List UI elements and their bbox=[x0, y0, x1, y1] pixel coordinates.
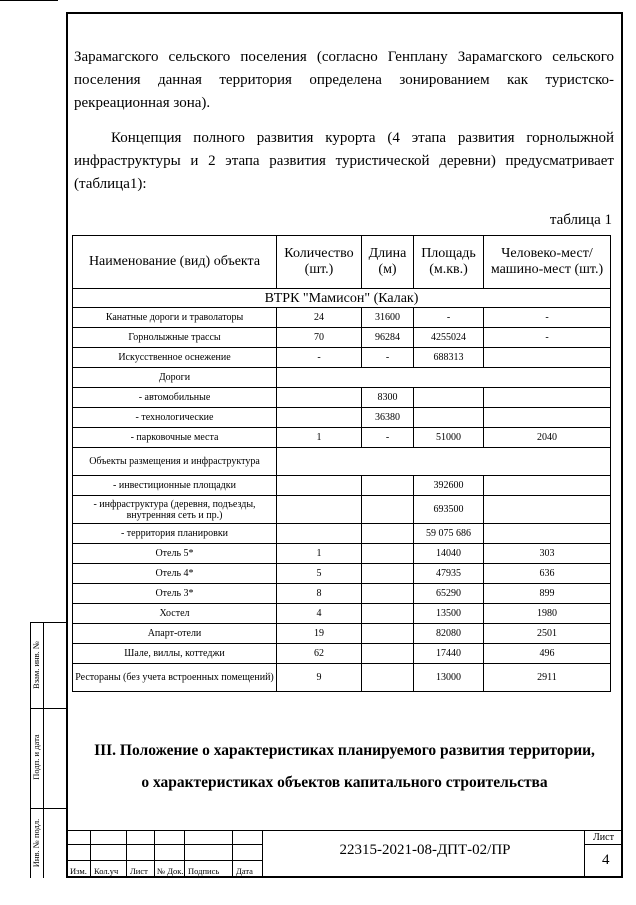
table-row bbox=[73, 328, 611, 348]
header-name: Наименование (вид) объекта bbox=[73, 236, 277, 289]
cell-places bbox=[484, 388, 611, 408]
cell-length bbox=[362, 644, 414, 664]
cell-area: 82080 bbox=[414, 624, 484, 644]
cell-count: 4 bbox=[277, 604, 362, 624]
objects-table bbox=[72, 235, 611, 692]
paragraph-1: Зарамагского сельского поселения (согласно Генплану Зарамагского сельского поселения данная территория определена зонированием как туристско-рекреационная зона). bbox=[74, 49, 614, 111]
header-count: Количество (шт.) bbox=[277, 236, 362, 289]
table-row bbox=[73, 348, 611, 368]
cell-area: 17440 bbox=[414, 644, 484, 664]
table-row bbox=[73, 624, 611, 644]
cell-area: 65290 bbox=[414, 584, 484, 604]
cell-length: - bbox=[362, 428, 414, 448]
cell-name: - территория планировки bbox=[73, 524, 277, 544]
cell-area: 693500 bbox=[414, 496, 484, 524]
cell-count: 70 bbox=[277, 328, 362, 348]
cell-name: Отель 5* bbox=[73, 544, 277, 564]
cell-area: 59 075 686 bbox=[414, 524, 484, 544]
cell-name: - парковочные места bbox=[73, 428, 277, 448]
tb-label-data: Дата bbox=[236, 866, 253, 876]
cell-name: Апарт-отели bbox=[73, 624, 277, 644]
cell-places bbox=[484, 496, 611, 524]
tb-col-line bbox=[262, 830, 263, 878]
cell-name: Дороги bbox=[73, 368, 277, 388]
cell-area: 13500 bbox=[414, 604, 484, 624]
strip-label-vzam: Взам. инв. № bbox=[31, 641, 41, 689]
cell-name: Отель 3* bbox=[73, 584, 277, 604]
tb-top-line bbox=[66, 830, 623, 831]
table-row bbox=[73, 564, 611, 584]
cell-merged bbox=[277, 368, 611, 388]
cell-length: 96284 bbox=[362, 328, 414, 348]
cell-places: 2911 bbox=[484, 664, 611, 692]
tb-col-line bbox=[232, 830, 233, 878]
table-row bbox=[73, 604, 611, 624]
cell-length: 8300 bbox=[362, 388, 414, 408]
strip-line-mid bbox=[43, 622, 44, 878]
cell-length bbox=[362, 604, 414, 624]
tb-col-line bbox=[184, 830, 185, 878]
header-length: Длина (м) bbox=[362, 236, 414, 289]
table-row bbox=[73, 496, 611, 524]
cell-name: Хостел bbox=[73, 604, 277, 624]
table-row bbox=[73, 368, 611, 388]
cell-name: Горнолыжные трассы bbox=[73, 328, 277, 348]
cell-count: - bbox=[277, 348, 362, 368]
cell-count: 24 bbox=[277, 308, 362, 328]
cell-places: 2501 bbox=[484, 624, 611, 644]
cell-length bbox=[362, 544, 414, 564]
cell-places bbox=[484, 348, 611, 368]
tb-label-podpis: Подпись bbox=[188, 866, 220, 876]
cell-count: 19 bbox=[277, 624, 362, 644]
title-block bbox=[66, 830, 623, 878]
cell-count: 5 bbox=[277, 564, 362, 584]
cell-area: 13000 bbox=[414, 664, 484, 692]
section-heading-line2: о характеристиках объектов капитального строительства bbox=[141, 774, 548, 791]
cell-area: 14040 bbox=[414, 544, 484, 564]
cell-places bbox=[484, 524, 611, 544]
sheet-label: Лист bbox=[593, 832, 614, 843]
table-row bbox=[73, 388, 611, 408]
cell-count: 9 bbox=[277, 664, 362, 692]
cell-name: Искусственное оснежение bbox=[73, 348, 277, 368]
cell-places: 496 bbox=[484, 644, 611, 664]
cell-length bbox=[362, 584, 414, 604]
cell-area: 47935 bbox=[414, 564, 484, 584]
table-row bbox=[73, 308, 611, 328]
paragraph-2: Концепция полного развития курорта (4 этапа развития горнолыжной инфраструктуры и 2 этапа развития туристической деревни) предусматривает (таблица1): bbox=[74, 130, 614, 192]
cell-count: 1 bbox=[277, 544, 362, 564]
cell-name: - инвестиционные площадки bbox=[73, 476, 277, 496]
header-places: Человеко-мест/машино-мест (шт.) bbox=[484, 236, 611, 289]
section-title: ВТРК "Мамисон" (Калак) bbox=[73, 289, 611, 308]
cell-area: 4255024 bbox=[414, 328, 484, 348]
tb-label-list: Лист bbox=[130, 866, 148, 876]
table-row bbox=[73, 524, 611, 544]
cell-length bbox=[362, 624, 414, 644]
top-corner-line bbox=[0, 0, 58, 1]
table-row bbox=[73, 664, 611, 692]
tb-col-line bbox=[584, 830, 585, 878]
table-header-row bbox=[73, 236, 611, 289]
cell-count bbox=[277, 496, 362, 524]
cell-name: Шале, виллы, коттеджи bbox=[73, 644, 277, 664]
cell-name: Канатные дороги и траволаторы bbox=[73, 308, 277, 328]
cell-places: - bbox=[484, 328, 611, 348]
cell-name: - автомобильные bbox=[73, 388, 277, 408]
cell-merged bbox=[277, 448, 611, 476]
cell-length bbox=[362, 564, 414, 584]
strip-label-podp: Подп. и дата bbox=[31, 734, 41, 780]
strip-label-inv: Инв. № подл. bbox=[31, 818, 41, 868]
cell-count: 8 bbox=[277, 584, 362, 604]
cell-area: - bbox=[414, 308, 484, 328]
cell-length bbox=[362, 664, 414, 692]
cell-area: 688313 bbox=[414, 348, 484, 368]
sheet-number: 4 bbox=[602, 852, 610, 868]
cell-places bbox=[484, 476, 611, 496]
table-row bbox=[73, 544, 611, 564]
cell-count bbox=[277, 476, 362, 496]
cell-name: Объекты размещения и инфраструктура bbox=[73, 448, 277, 476]
cell-places: - bbox=[484, 308, 611, 328]
table-row bbox=[73, 408, 611, 428]
cell-count: 1 bbox=[277, 428, 362, 448]
tb-label-ndok: № Док. bbox=[157, 866, 184, 876]
binding-strip bbox=[30, 622, 66, 878]
header-area: Площадь (м.кв.) bbox=[414, 236, 484, 289]
cell-name: Отель 4* bbox=[73, 564, 277, 584]
tb-label-koluch: Кол.уч bbox=[94, 866, 119, 876]
tb-label-izm: Изм. bbox=[70, 866, 87, 876]
cell-length bbox=[362, 476, 414, 496]
cell-places: 2040 bbox=[484, 428, 611, 448]
cell-area bbox=[414, 408, 484, 428]
cell-count: 62 bbox=[277, 644, 362, 664]
cell-name: Рестораны (без учета встроенных помещений) bbox=[73, 664, 277, 692]
cell-count bbox=[277, 524, 362, 544]
tb-col-line bbox=[90, 830, 91, 878]
cell-area: 392600 bbox=[414, 476, 484, 496]
cell-places: 303 bbox=[484, 544, 611, 564]
table-caption: таблица 1 bbox=[549, 212, 612, 228]
table-row bbox=[73, 644, 611, 664]
cell-places: 636 bbox=[484, 564, 611, 584]
cell-places bbox=[484, 408, 611, 428]
cell-area: 51000 bbox=[414, 428, 484, 448]
cell-area bbox=[414, 388, 484, 408]
table-row bbox=[73, 476, 611, 496]
cell-length bbox=[362, 496, 414, 524]
cell-length: 31600 bbox=[362, 308, 414, 328]
tb-sheet-line bbox=[584, 844, 623, 845]
cell-name: - инфраструктура (деревня, подъезды, внутренняя сеть и пр.) bbox=[73, 496, 277, 524]
cell-count bbox=[277, 388, 362, 408]
cell-count bbox=[277, 408, 362, 428]
cell-name: - технологические bbox=[73, 408, 277, 428]
tb-col-line bbox=[154, 830, 155, 878]
cell-places: 1980 bbox=[484, 604, 611, 624]
cell-length bbox=[362, 524, 414, 544]
section-heading-line1: III. Положение о характеристиках планируемого развития территории, bbox=[94, 742, 595, 759]
document-number: 22315-2021-08-ДПТ-02/ПР bbox=[339, 842, 511, 858]
table-row bbox=[73, 584, 611, 604]
cell-length: 36380 bbox=[362, 408, 414, 428]
table-row bbox=[73, 448, 611, 476]
table-row bbox=[73, 428, 611, 448]
cell-places: 899 bbox=[484, 584, 611, 604]
tb-col-line bbox=[126, 830, 127, 878]
cell-length: - bbox=[362, 348, 414, 368]
